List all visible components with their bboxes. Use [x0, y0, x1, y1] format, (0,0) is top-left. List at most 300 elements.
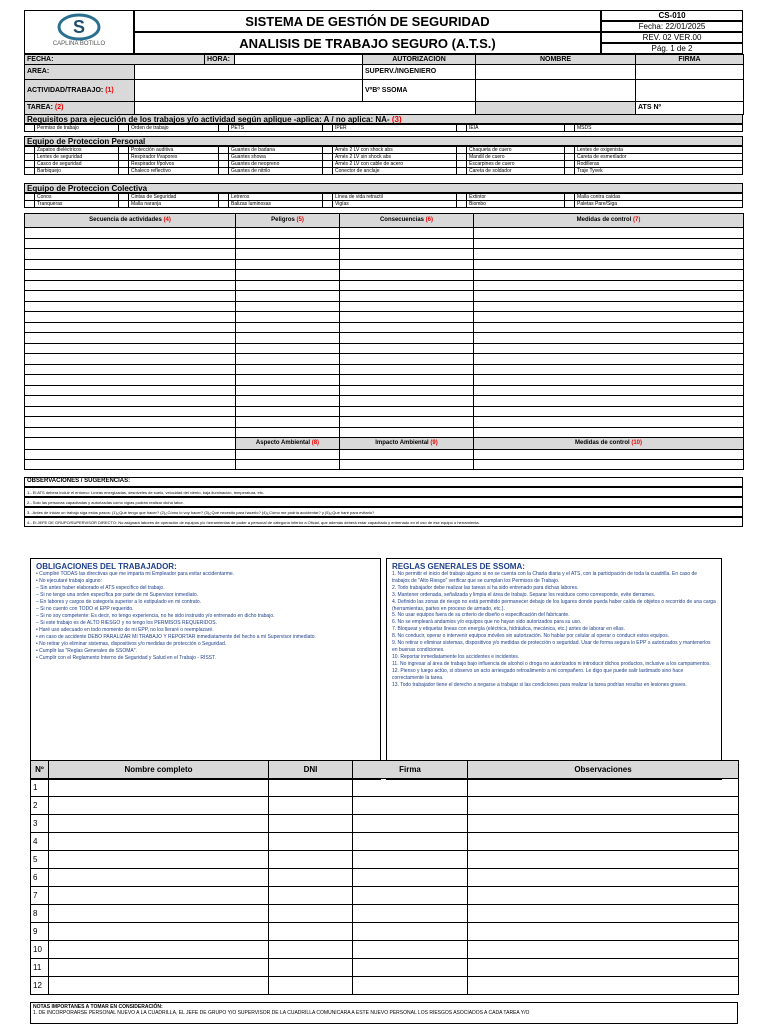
nombre-cell[interactable]	[49, 851, 269, 869]
hora-input[interactable]	[235, 55, 363, 65]
medida-cell[interactable]	[474, 343, 744, 354]
epp-check[interactable]	[25, 147, 35, 154]
secuencia-cell[interactable]	[25, 417, 236, 428]
svg-text:S: S	[72, 17, 86, 37]
dni-cell[interactable]	[269, 923, 353, 941]
epc-check[interactable]	[565, 201, 575, 208]
observaciones-cell[interactable]	[468, 815, 739, 833]
fecha-label: FECHA:	[25, 55, 205, 65]
epc-check[interactable]	[25, 194, 35, 201]
peligro-cell[interactable]	[236, 238, 340, 249]
firma-cell[interactable]	[353, 977, 468, 995]
observaciones-cell[interactable]	[468, 941, 739, 959]
epc-check[interactable]	[119, 194, 129, 201]
epc-check[interactable]	[457, 201, 467, 208]
secuencia-cell[interactable]	[25, 406, 236, 417]
epp-item: Escarpines de cuero	[467, 161, 565, 168]
epc-item: Paletas Pare/Siga	[575, 201, 743, 208]
epp-check[interactable]	[565, 154, 575, 161]
secuencia-cell[interactable]	[25, 343, 236, 354]
req-check-4[interactable]	[323, 125, 333, 132]
dni-cell[interactable]	[269, 851, 353, 869]
secuencia-cell[interactable]	[25, 291, 236, 302]
consecuencia-cell[interactable]	[340, 417, 474, 428]
epp-item: Protección auditiva	[129, 147, 219, 154]
epc-item: Letreros	[229, 194, 323, 201]
peligro-cell[interactable]	[236, 406, 340, 417]
col-nombre: Nombre completo	[49, 761, 269, 779]
activity-row	[25, 259, 744, 270]
firma-cell[interactable]	[353, 779, 468, 797]
dni-cell[interactable]	[269, 941, 353, 959]
obs-title: OBSERVACIONES / SUGERENCIAS:	[24, 477, 743, 487]
signer-rows	[31, 779, 739, 995]
epp-item: Careta de esmerilador	[575, 154, 743, 161]
tarea-label	[25, 102, 135, 115]
regla-item: 8. No conducir, operar o intervenir equipos móviles sin autorización. No hablar por celular al operar o conducir estos equipos.	[392, 633, 670, 640]
activity-row	[25, 249, 744, 260]
epc-item: Malla contra caídas	[575, 194, 743, 201]
epp-item: Rodilleras	[575, 161, 743, 168]
medida-cell[interactable]	[474, 375, 744, 386]
consecuencia-cell[interactable]	[340, 312, 474, 323]
observaciones-cell[interactable]	[468, 905, 739, 923]
dni-cell[interactable]	[269, 887, 353, 905]
secuencia-cell[interactable]	[25, 312, 236, 323]
obligacion-item: – Si este trabajo es de ALTO RIESGO y no tengo los PERMISOS REQUERIDOS.	[36, 620, 218, 626]
observaciones-cell[interactable]	[468, 869, 739, 887]
secuencia-cell[interactable]	[25, 270, 236, 281]
logo-box	[24, 10, 134, 54]
medida-cell[interactable]	[474, 270, 744, 281]
signer-number: 7	[31, 887, 49, 905]
firma-cell[interactable]	[353, 851, 468, 869]
dni-cell[interactable]	[269, 833, 353, 851]
signer-number: 9	[31, 923, 49, 941]
epc-item: Extintor	[467, 194, 565, 201]
peligro-cell[interactable]	[236, 385, 340, 396]
regla-item: 2. Todo trabajador debe realizar las tareas si ha sido entrenado para dichas labores.	[392, 584, 579, 591]
vobo-name-input[interactable]	[476, 80, 636, 102]
epp-check[interactable]	[25, 161, 35, 168]
tarea-text: TAREA:	[27, 104, 53, 111]
consecuencia-cell[interactable]	[340, 385, 474, 396]
epp-check[interactable]	[457, 161, 467, 168]
req-check-3[interactable]	[219, 125, 229, 132]
env-spacer[interactable]	[25, 450, 236, 460]
regla-item: 7. Bloquear y etiquetar líneas con energía (eléctrica, hidráulica, mecánica, etc.) antes de laborar en ellas.	[392, 626, 625, 633]
epp-item: Lentes de seguridad	[35, 154, 119, 161]
autorizacion-header: AUTORIZACIÓN	[363, 55, 476, 65]
signer-row	[31, 797, 739, 815]
obligaciones-list	[36, 571, 375, 662]
medidas2-header	[474, 438, 744, 450]
req-title: Requisitos para ejecución de los trabajos y/o actividad según aplique -aplica: A / no aplica: NA-	[27, 115, 390, 124]
firma-cell[interactable]	[353, 905, 468, 923]
signer-row	[31, 779, 739, 797]
nombre-cell[interactable]	[49, 905, 269, 923]
observaciones-cell[interactable]	[468, 977, 739, 995]
n10: (10)	[631, 440, 643, 446]
consecuencia-cell[interactable]	[340, 333, 474, 344]
aspecto-cell[interactable]	[236, 450, 340, 460]
env-spacer[interactable]	[25, 460, 236, 470]
environment-row	[25, 460, 744, 470]
aspecto-text: Aspecto Ambiental	[255, 440, 311, 446]
signer-row	[31, 851, 739, 869]
epp-check[interactable]	[565, 147, 575, 154]
impacto-header	[340, 438, 474, 450]
epc-check[interactable]	[219, 194, 229, 201]
epp-item: Arnés 2 LV con shock abs	[333, 147, 457, 154]
observaciones-cell[interactable]	[468, 887, 739, 905]
medidas-text: Medidas de control	[576, 217, 632, 223]
peligro-cell[interactable]	[236, 312, 340, 323]
medida-cell[interactable]	[474, 427, 744, 438]
epp-check[interactable]	[323, 154, 333, 161]
aspecto-spacer	[25, 438, 236, 450]
doc-date: Fecha: 22/01/2025	[601, 21, 743, 32]
activity-row	[25, 291, 744, 302]
firma-cell[interactable]	[353, 815, 468, 833]
medida-env-cell[interactable]	[474, 450, 744, 460]
n9: (9)	[430, 440, 438, 446]
reglas-list	[392, 571, 716, 688]
reglas-box	[386, 558, 722, 780]
consecuencia-cell[interactable]	[340, 343, 474, 354]
actividad-text: ACTIVIDAD/TRABAJO:	[27, 86, 104, 94]
nombre-cell[interactable]	[49, 977, 269, 995]
activity-row	[25, 375, 744, 386]
req-check-1[interactable]	[25, 125, 35, 132]
nombre-cell[interactable]	[49, 869, 269, 887]
epc-item: Línea de vida retractil	[333, 194, 457, 201]
epp-check[interactable]	[219, 161, 229, 168]
notas-box	[30, 1002, 738, 1024]
obligacion-item: • Haré uso adecuado en todo momento de mi EPP, no los lleraré o reemplazaré.	[36, 627, 214, 633]
dni-cell[interactable]	[269, 905, 353, 923]
epc-check[interactable]	[323, 201, 333, 208]
nombre-cell[interactable]	[49, 779, 269, 797]
nombre-cell[interactable]	[49, 815, 269, 833]
consecuencia-cell[interactable]	[340, 322, 474, 333]
consecuencia-cell[interactable]	[340, 280, 474, 291]
req-header	[24, 114, 743, 124]
secuencia-cell[interactable]	[25, 354, 236, 365]
secuencia-cell[interactable]	[25, 364, 236, 375]
peligro-cell[interactable]	[236, 396, 340, 407]
vobo-label: VºBº SSOMA	[363, 80, 476, 102]
consecuencia-cell[interactable]	[340, 375, 474, 386]
epp-check[interactable]	[323, 147, 333, 154]
environment-rows	[25, 450, 744, 470]
consecuencia-cell[interactable]	[340, 301, 474, 312]
secuencia-cell[interactable]	[25, 333, 236, 344]
logo-text: CAPLINA BOTILLO	[52, 41, 106, 47]
secuencia-cell[interactable]	[25, 322, 236, 333]
peligro-cell[interactable]	[236, 333, 340, 344]
epc-check[interactable]	[25, 201, 35, 208]
secuencia-cell[interactable]	[25, 259, 236, 270]
epp-item: Chaqueta de cuero	[467, 147, 565, 154]
regla-item: 5. No usar equipos fuera de su criterio de diseño o especificación del fabricante.	[392, 612, 570, 619]
signer-row	[31, 833, 739, 851]
firma-cell[interactable]	[353, 887, 468, 905]
doc-page: Pág. 1 de 2	[601, 43, 743, 54]
medida-cell[interactable]	[474, 228, 744, 239]
peligros-text: Peligros	[271, 217, 295, 223]
vobo-sign-input[interactable]	[636, 80, 744, 102]
medida-cell[interactable]	[474, 301, 744, 312]
secuencia-cell[interactable]	[25, 228, 236, 239]
medida-cell[interactable]	[474, 259, 744, 270]
epc-title: Equipo de Proteccion Colectiva	[27, 184, 148, 193]
doc-revision: REV. 02 VER.00	[601, 32, 743, 43]
dni-cell[interactable]	[269, 869, 353, 887]
superv-name-input[interactable]	[476, 65, 636, 80]
dni-cell[interactable]	[269, 797, 353, 815]
peligro-cell[interactable]	[236, 322, 340, 333]
consecuencia-cell[interactable]	[340, 228, 474, 239]
consecuencia-cell[interactable]	[340, 270, 474, 281]
regla-item: 1. No permitir el inicio del trabajo alguno si no se cuenta con la Charla diaria y el ATS, con la participación de toda la cuadrilla. En caso de trabajos de "Alto Riesgo" verificar que se cumplan los Permisos de Trabajo.	[392, 571, 698, 584]
consecuencia-cell[interactable]	[340, 354, 474, 365]
firma-cell[interactable]	[353, 923, 468, 941]
consecuencia-cell[interactable]	[340, 427, 474, 438]
epc-item: Malla naranja	[129, 201, 219, 208]
col-observaciones: Observaciones	[468, 761, 739, 779]
secuencia-cell[interactable]	[25, 280, 236, 291]
peligro-cell[interactable]	[236, 270, 340, 281]
epp-check[interactable]	[323, 168, 333, 175]
epc-check[interactable]	[119, 201, 129, 208]
epp-item: Guantes showa	[229, 154, 323, 161]
secuencia-cell[interactable]	[25, 238, 236, 249]
epc-table	[24, 193, 743, 208]
activity-row	[25, 238, 744, 249]
actividad-label	[25, 80, 135, 102]
consecuencia-cell[interactable]	[340, 291, 474, 302]
epp-check[interactable]	[457, 168, 467, 175]
aspecto-cell[interactable]	[236, 460, 340, 470]
consecuencia-cell[interactable]	[340, 249, 474, 260]
secuencia-cell[interactable]	[25, 427, 236, 438]
medida-cell[interactable]	[474, 364, 744, 375]
medida-cell[interactable]	[474, 291, 744, 302]
req-item: IEIA	[467, 125, 565, 132]
firma-cell[interactable]	[353, 941, 468, 959]
epp-item: Careta de soldador	[467, 168, 565, 175]
req-item: Orden de trabajo	[129, 125, 219, 132]
dni-cell[interactable]	[269, 977, 353, 995]
activity-row	[25, 406, 744, 417]
peligro-cell[interactable]	[236, 259, 340, 270]
epp-item: Mandil de cuero	[467, 154, 565, 161]
epc-check[interactable]	[323, 194, 333, 201]
peligro-cell[interactable]	[236, 364, 340, 375]
nombre-cell[interactable]	[49, 887, 269, 905]
epp-header	[24, 136, 743, 146]
epp-check[interactable]	[565, 168, 575, 175]
medida-cell[interactable]	[474, 312, 744, 323]
signer-row	[31, 959, 739, 977]
secuencia-cell[interactable]	[25, 385, 236, 396]
medida-env-cell[interactable]	[474, 460, 744, 470]
epp-check[interactable]	[323, 161, 333, 168]
epp-check[interactable]	[457, 147, 467, 154]
epp-check[interactable]	[219, 154, 229, 161]
peligro-cell[interactable]	[236, 375, 340, 386]
epc-item: Balizas luminosas	[229, 201, 323, 208]
secuencia-cell[interactable]	[25, 301, 236, 312]
medida-cell[interactable]	[474, 417, 744, 428]
consecuencia-cell[interactable]	[340, 364, 474, 375]
tarea-num: (2)	[54, 104, 64, 111]
signer-row	[31, 869, 739, 887]
peligro-cell[interactable]	[236, 280, 340, 291]
peligro-cell[interactable]	[236, 427, 340, 438]
consecuencia-cell[interactable]	[340, 259, 474, 270]
epc-header	[24, 183, 743, 193]
epp-item: Lentes de oxigenista	[575, 147, 743, 154]
hora-label: HORA:	[205, 55, 235, 65]
peligro-cell[interactable]	[236, 228, 340, 239]
epp-item: Respirador f/polvos	[129, 161, 219, 168]
req-check-2[interactable]	[119, 125, 129, 132]
peligro-cell[interactable]	[236, 417, 340, 428]
epp-check[interactable]	[25, 168, 35, 175]
nombre-cell[interactable]	[49, 923, 269, 941]
nombre-cell[interactable]	[49, 833, 269, 851]
obligacion-item: • Cumplir las "Reglas Generales de SSOMA".	[36, 648, 137, 654]
secuencia-header	[25, 214, 236, 228]
signer-number: 2	[31, 797, 49, 815]
consecuencia-cell[interactable]	[340, 406, 474, 417]
obligacion-item: – Si no cuento con TODO el EPP requerido.	[36, 606, 134, 612]
secuencia-cell[interactable]	[25, 375, 236, 386]
n7: (7)	[633, 217, 641, 223]
medida-cell[interactable]	[474, 280, 744, 291]
peligro-cell[interactable]	[236, 291, 340, 302]
nombre-cell[interactable]	[49, 959, 269, 977]
secuencia-cell[interactable]	[25, 249, 236, 260]
epp-check[interactable]	[119, 147, 129, 154]
signer-row	[31, 887, 739, 905]
tarea-input[interactable]	[135, 102, 476, 115]
epp-check[interactable]	[457, 154, 467, 161]
peligro-cell[interactable]	[236, 343, 340, 354]
medida-cell[interactable]	[474, 385, 744, 396]
req-num: (3)	[391, 115, 402, 124]
medida-cell[interactable]	[474, 333, 744, 344]
peligro-cell[interactable]	[236, 354, 340, 365]
epp-item: Barbiquejo	[35, 168, 119, 175]
firma-cell[interactable]	[353, 959, 468, 977]
impacto-cell[interactable]	[340, 460, 474, 470]
peligro-cell[interactable]	[236, 249, 340, 260]
consecuencia-cell[interactable]	[340, 238, 474, 249]
actividad-input[interactable]	[135, 80, 363, 102]
req-check-6[interactable]	[565, 125, 575, 132]
dni-cell[interactable]	[269, 959, 353, 977]
firma-cell[interactable]	[353, 869, 468, 887]
epp-check[interactable]	[119, 161, 129, 168]
secuencia-cell[interactable]	[25, 396, 236, 407]
epc-item: Conos	[35, 194, 119, 201]
observaciones-cell[interactable]	[468, 797, 739, 815]
dni-cell[interactable]	[269, 779, 353, 797]
firma-cell[interactable]	[353, 833, 468, 851]
epc-check[interactable]	[457, 194, 467, 201]
signer-number: 3	[31, 815, 49, 833]
signer-number: 5	[31, 851, 49, 869]
epp-check[interactable]	[219, 168, 229, 175]
epp-check[interactable]	[219, 147, 229, 154]
medida-cell[interactable]	[474, 238, 744, 249]
n8: (8)	[311, 440, 320, 446]
obligaciones-title: OBLIGACIONES DEL TRABAJADOR:	[36, 562, 177, 571]
obs-note: 2.- Solo las personas capacitadas y autorizadas como vigías podrán realizar dicha labor.	[24, 497, 743, 507]
medida-cell[interactable]	[474, 322, 744, 333]
epp-check[interactable]	[119, 168, 129, 175]
form-fields	[24, 54, 744, 115]
medida-cell[interactable]	[474, 354, 744, 365]
area-input[interactable]	[135, 65, 363, 80]
medida-cell[interactable]	[474, 406, 744, 417]
obs-note: 1.- El ATS deberá incluir el entorno: Líneas energizadas, desniveles de suelo, velocidad del viento, baja iluminación, temperatura, etc.	[24, 487, 743, 497]
activity-row	[25, 312, 744, 323]
epp-check[interactable]	[25, 154, 35, 161]
req-check-5[interactable]	[457, 125, 467, 132]
req-item: IPER	[333, 125, 457, 132]
activity-row	[25, 280, 744, 291]
epp-item: Guantes de neopreno	[229, 161, 323, 168]
firma-header: FIRMA	[636, 55, 744, 65]
impacto-cell[interactable]	[340, 450, 474, 460]
epc-item: Biombo	[467, 201, 565, 208]
area-label: AREA:	[25, 65, 135, 80]
medida-cell[interactable]	[474, 249, 744, 260]
superv-label: SUPERV./INGENIERO	[363, 65, 476, 80]
medida-cell[interactable]	[474, 396, 744, 407]
observaciones-cell[interactable]	[468, 959, 739, 977]
observaciones-cell[interactable]	[468, 923, 739, 941]
observaciones-cell[interactable]	[468, 779, 739, 797]
epc-check[interactable]	[565, 194, 575, 201]
signer-number: 12	[31, 977, 49, 995]
activity-row	[25, 385, 744, 396]
epp-check[interactable]	[565, 161, 575, 168]
consecuencia-cell[interactable]	[340, 396, 474, 407]
obligacion-item: – Si no tengo una orden específica por parte de mi Supervisor inmediato.	[36, 592, 199, 598]
activity-row	[25, 301, 744, 312]
regla-item: 13. Todo trabajador tiene el derecho a negarse a trabajar si las condiciones para realizar la tarea podrían resultar en lesiones graves.	[392, 681, 687, 688]
tarea-spacer	[476, 102, 636, 115]
epp-check[interactable]	[119, 154, 129, 161]
req-item: PETS	[229, 125, 323, 132]
nombre-cell[interactable]	[49, 941, 269, 959]
nombre-cell[interactable]	[49, 797, 269, 815]
dni-cell[interactable]	[269, 815, 353, 833]
firma-cell[interactable]	[353, 797, 468, 815]
peligro-cell[interactable]	[236, 301, 340, 312]
epc-check[interactable]	[219, 201, 229, 208]
obligacion-item: • No ejecutaré trabajo alguno:	[36, 578, 102, 584]
observaciones-cell[interactable]	[468, 851, 739, 869]
superv-sign-input[interactable]	[636, 65, 744, 80]
signers-table	[30, 760, 739, 995]
observaciones-cell[interactable]	[468, 833, 739, 851]
